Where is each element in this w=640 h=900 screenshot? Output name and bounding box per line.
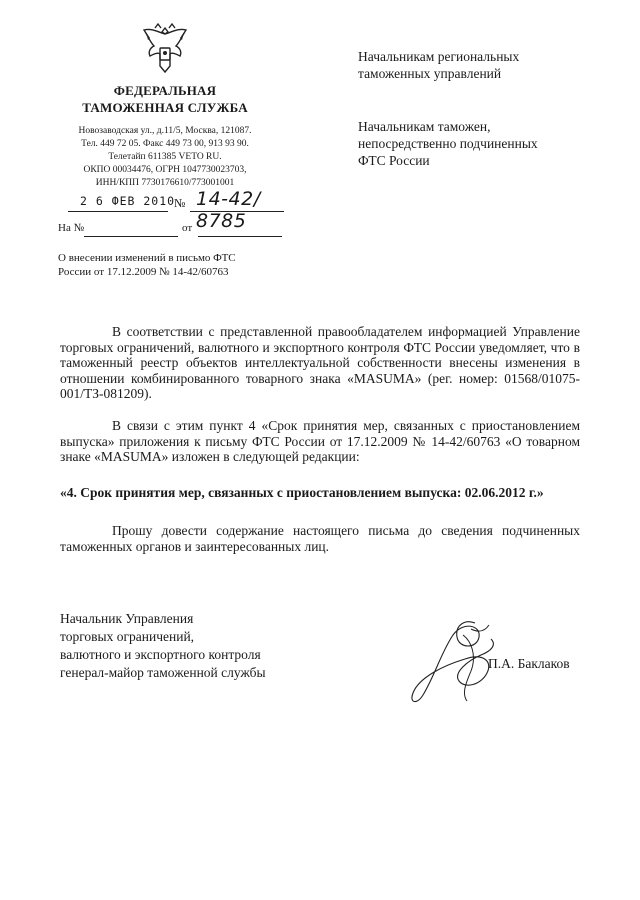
date-underline bbox=[68, 211, 168, 212]
number-underline bbox=[190, 211, 284, 212]
signer-position bbox=[60, 610, 320, 682]
recipient2-line3: ФТС России bbox=[358, 153, 430, 168]
state-emblem-icon bbox=[140, 22, 190, 76]
subject-line1: О внесении изменений в письмо ФТС bbox=[58, 252, 236, 264]
body-paragraph-1: В соответствии с представленной правообладателем информацией Управление торговых ограничений, валютного и экспортного контроля ФТС России уведомляет, что в таможенный реестр объектов интеллектуальной собственности внесены изменения в отношении комбинированного товарного знака «MASUMA» (рег. номер: 01568/01075-001/ТЗ-081209). bbox=[60, 324, 580, 401]
recipient1-line2: таможенных управлений bbox=[358, 66, 502, 81]
sender-contacts bbox=[60, 125, 270, 190]
body-paragraph-2: В связи с этим пункт 4 «Срок принятия мер, связанных с приостановлением выпуска» приложения к письму ФТС России от 17.12.2009 № 14-42/60763 «О товарном знаке «MASUMA» изложен в следующей редакции: bbox=[60, 418, 580, 464]
signer-line2: торговых ограничений, bbox=[60, 629, 195, 644]
sender-org-line1: ФЕДЕРАЛЬНАЯ bbox=[113, 83, 217, 98]
sender-teletype: Телетайп 611385 VETO RU. bbox=[108, 152, 222, 162]
recipient2-line2: непосредственно подчиненных bbox=[358, 136, 538, 151]
sender-inn: ИНН/КПП 7730176610/773001001 bbox=[95, 178, 235, 188]
body-paragraph-request: Прошу довести содержание настоящего письма до сведения подчиненных таможенных органов и заинтересованных лиц. bbox=[60, 523, 580, 554]
subject-line2: России от 17.12.2009 № 14-42/60763 bbox=[58, 266, 229, 278]
reference-date-blank bbox=[198, 236, 282, 237]
recipient-regional-heads bbox=[358, 48, 598, 82]
sender-organization bbox=[60, 82, 270, 116]
body-paragraph-amendment: «4. Срок принятия мер, связанных с приостановлением выпуска: 02.06.2012 г.» bbox=[60, 485, 544, 500]
signer-name: П.А. Баклаков bbox=[488, 656, 570, 671]
sender-okpo: ОКПО 00034476, ОГРН 1047730023703, bbox=[83, 165, 247, 175]
signer-line3: валютного и экспортного контроля bbox=[60, 647, 261, 662]
registration-date-stamp: 2 6 ФЕВ 2010 bbox=[80, 194, 176, 208]
registration-number-sign: № bbox=[174, 196, 186, 210]
recipient-customs-heads bbox=[358, 118, 598, 169]
sender-phone: Тел. 449 72 05. Факс 449 73 00, 913 93 90. bbox=[81, 139, 249, 149]
reference-line bbox=[58, 222, 283, 240]
reference-date-label: от bbox=[182, 222, 193, 234]
registration-number-handwritten: 14-42/ 8785 bbox=[196, 188, 261, 232]
letter-subject bbox=[58, 251, 288, 279]
reference-number-label: На № bbox=[58, 222, 85, 234]
sender-org-line2: ТАМОЖЕННАЯ СЛУЖБА bbox=[82, 100, 248, 115]
recipient1-line1: Начальникам региональных bbox=[358, 49, 520, 64]
signer-line4: генерал-майор таможенной службы bbox=[60, 665, 266, 680]
signer-line1: Начальник Управления bbox=[60, 611, 194, 626]
recipient2-line1: Начальникам таможен, bbox=[358, 119, 491, 134]
sender-address: Новозаводская ул., д.11/5, Москва, 121087. bbox=[78, 126, 252, 136]
reference-number-blank bbox=[84, 236, 178, 237]
